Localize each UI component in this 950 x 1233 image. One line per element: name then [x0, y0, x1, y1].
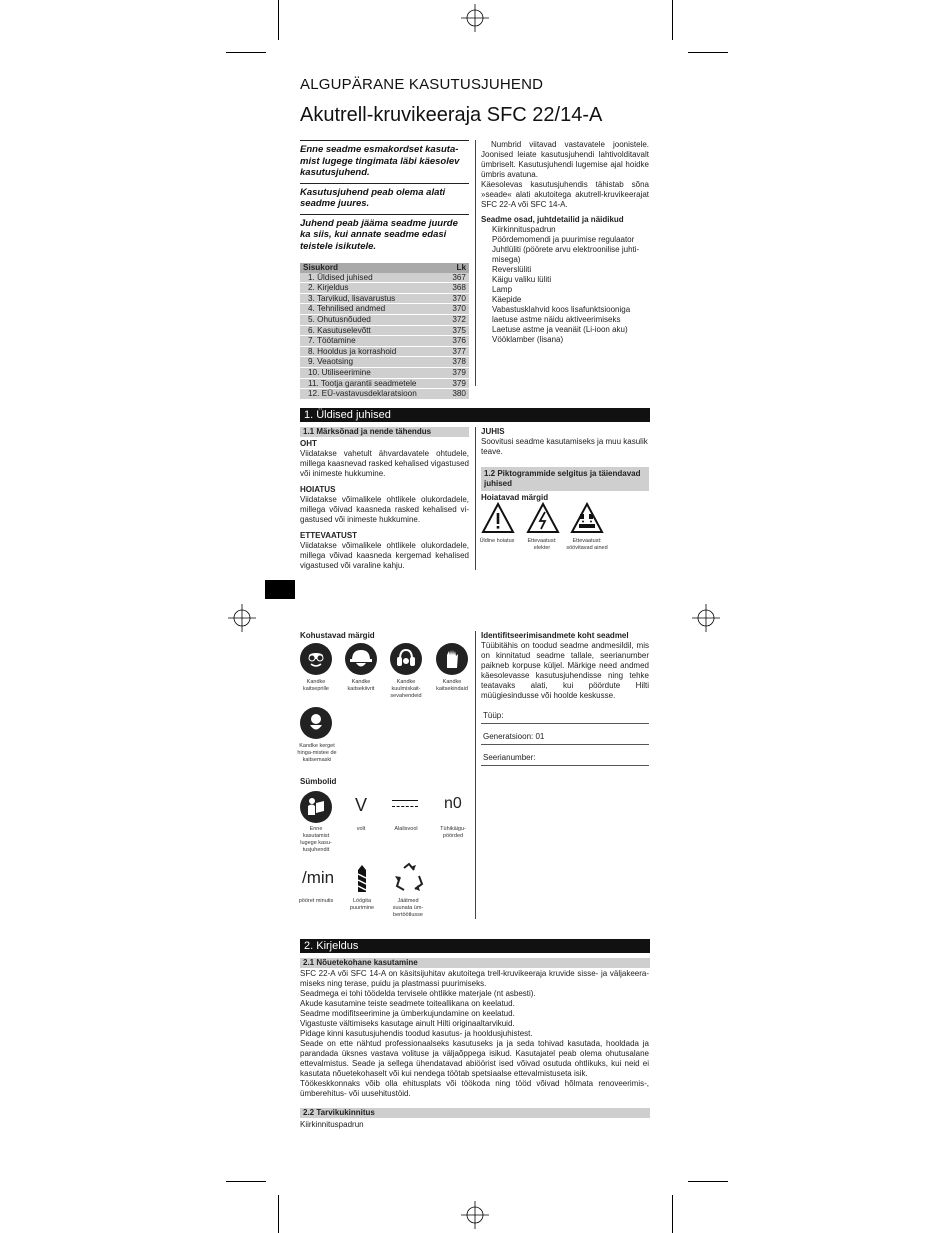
- gloves-icon: [436, 643, 468, 675]
- toc-item-label: 1. Üldised juhised: [308, 272, 373, 282]
- toc-row[interactable]: [300, 389, 469, 400]
- type-field: Tüüp:: [481, 711, 649, 724]
- toc-item-label: 11. Tootja garantii seadmetele: [308, 378, 417, 388]
- warning-signs-heading: Hoiatavad märgid: [481, 493, 549, 502]
- subsection-heading: 2.1 Nõuetekohane kasutamine: [300, 958, 650, 968]
- icon-caption: Kandke kaitsekiivrit: [347, 679, 375, 692]
- body-paragraph: Töökeskkonnaks võib olla ehitusplats või töökoda ning tööd võivad hõlmata renoveerimis-, ümberehitus- või uusehitustöid.: [300, 1079, 649, 1098]
- toc-row[interactable]: [300, 326, 469, 337]
- parts-list-item: Juhtlüliti (pöörete arvu elektroonilise juhti-misega): [492, 245, 640, 264]
- toc-item-label: 4. Tehnilised andmed: [308, 304, 386, 314]
- crop-mark: [688, 1181, 728, 1182]
- volt-icon: V: [355, 795, 368, 815]
- warning-text: Enne seadme esmakordset kasuta-mist lugege tingimata läbi käesolev kasutusjuhend.: [300, 144, 460, 178]
- toc-header-page: Lk: [456, 263, 466, 272]
- intro-column: [481, 140, 649, 345]
- parts-title: Seadme osad, juhtdetailid ja näidikud: [481, 215, 624, 224]
- accessory-text: Kiirkinnituspadrun: [300, 1120, 364, 1129]
- icon-caption: Jäätmed suunata üm-bertöötlusse: [392, 898, 424, 918]
- body-paragraph: Vigastuste vältimiseks kasutage ainult Hilti originaaltarvikuid.: [300, 1019, 515, 1028]
- toc-item-page: 380: [452, 389, 466, 399]
- toc-item-label: 5. Ohutusnõuded: [308, 314, 371, 324]
- signal-word-text: Viidatakse võimalikele ohtlikele olukordadele, millega võivad kaasneda kergemad kehalised vigastused või varaline kahju.: [300, 541, 469, 570]
- intro-paragraph: Numbrid viitavad vastavatele joonistele. Joonised leiate kasutusjuhendi lahtivolditavalt ümbriselt. Kasutusjuhendi lugemise ajal hoidke ümbris avatuna.: [481, 140, 649, 179]
- no-load-speed-glyph: n0: [444, 795, 462, 812]
- toc-item-page: 368: [452, 283, 466, 293]
- direct-current-icon: [392, 800, 418, 807]
- body-paragraph: Seadme modifitseerimine ja ümberkujundamine on keelatud.: [300, 1009, 515, 1018]
- icon-caption: Ettevaatust: söövitavad ained: [566, 538, 608, 551]
- language-tab: [265, 580, 295, 599]
- toc-row[interactable]: [300, 368, 469, 379]
- icon-caption: Alalisvool: [394, 826, 418, 832]
- icon-caption: Üldine hoiatus: [479, 538, 515, 544]
- signal-word-heading: HOIATUS: [300, 485, 336, 494]
- crop-mark: [672, 0, 673, 40]
- toc-item-page: 377: [452, 346, 466, 356]
- toc-item-page: 376: [452, 336, 466, 346]
- electric-warning-icon: [526, 502, 560, 534]
- serial-field: Seerianumber:: [481, 753, 649, 766]
- crop-mark: [278, 0, 279, 40]
- recycle-icon: [392, 862, 426, 894]
- warning-box: [300, 140, 469, 256]
- parts-list-item: Reverslüliti: [492, 265, 532, 274]
- parts-list-item: Käigu valiku lüliti: [492, 275, 552, 284]
- corrosive-warning-icon: [570, 502, 604, 534]
- toc-row[interactable]: [300, 294, 469, 305]
- parts-list-item: Lamp: [492, 285, 513, 294]
- signal-word-text: Viidatakse võimalikele ohtlikele olukordadele, millega võivad kaasneda rasked kehalised vi-gastused või inimeste hukkumine.: [300, 495, 469, 524]
- warning-text: Kasutusjuhend peab olema alati seadme juures.: [300, 186, 446, 209]
- parts-list-item: Vabastusklahvid koos lisafunktsiooniga laetuse astme näidu aktiveerimiseks: [492, 305, 631, 324]
- column-divider: [475, 140, 476, 386]
- hard-hat-icon: [345, 643, 377, 675]
- subsection-heading: 1.1 Märksõnad ja nende tähendus: [300, 427, 469, 437]
- parts-list-item: Käepide: [492, 295, 522, 304]
- intro-paragraph: Käesolevas kasutusjuhendis tähistab sõna »seade« alati akutoitega akutrell-kruvikeerajat SFC 22-A või SFC 14-A.: [481, 180, 649, 209]
- identification-block: [481, 631, 649, 766]
- column-divider: [475, 427, 476, 570]
- toc-item-page: 378: [452, 357, 466, 367]
- parts-list-item: Vööklamber (lisana): [492, 335, 564, 344]
- no-load-speed-icon: [444, 795, 462, 813]
- mandatory-signs-heading: Kohustavad märgid: [300, 631, 375, 640]
- toc-row[interactable]: [300, 357, 469, 368]
- document-kicker: ALGUPÄRANE KASUTUSJUHEND: [300, 76, 544, 93]
- registration-mark-icon: [692, 604, 720, 632]
- icon-caption: Kandke kuulmiskait-sevahendeid: [390, 679, 422, 699]
- signal-word-heading: OHT: [300, 439, 317, 448]
- signal-word-heading: JUHIS: [481, 427, 505, 436]
- crop-mark: [226, 1181, 266, 1182]
- toc-item-label: 3. Tarvikud, lisavarustus: [308, 293, 396, 303]
- body-paragraph: Akude kasutamine teiste seadmete toiteallikana on keelatud.: [300, 999, 515, 1008]
- section2-body: [300, 969, 649, 1099]
- symbols-heading: Sümbolid: [300, 777, 337, 786]
- subsection-heading: 1.2 Piktogrammide selgitus ja täiendavad juhised: [481, 467, 649, 491]
- warning-text: Juhend peab jääma seadme juurde ka siis, kui annate seadme edasi teistele isikutele.: [300, 217, 458, 252]
- toc-item-label: 6. Kasutuselevõtt: [308, 325, 371, 335]
- icon-caption: Kandke kaitsekindaid: [436, 679, 468, 692]
- icon-caption: Löögita puurimine: [349, 898, 375, 911]
- general-warning-icon: [481, 502, 515, 534]
- toc-item-page: 372: [452, 314, 466, 324]
- subsection-heading: 2.2 Tarvikukinnitus: [300, 1108, 650, 1118]
- read-manual-icon: [300, 791, 332, 823]
- generation-field: Generatsioon: 01: [481, 732, 649, 745]
- crop-mark: [688, 52, 728, 53]
- column-divider: [475, 631, 476, 919]
- icon-caption: Tühikäigu-pöörded: [440, 826, 466, 839]
- section-heading: 1. Üldised juhised: [300, 408, 650, 422]
- parts-list-item: Kiirkinnituspadrun: [492, 225, 556, 234]
- toc-item-page: 375: [452, 325, 466, 335]
- ear-protection-icon: [390, 643, 422, 675]
- rpm-icon: /min: [302, 868, 335, 887]
- toc-item-label: 12. EÜ-vastavusdeklaratsioon: [308, 389, 417, 399]
- icon-caption: volt: [356, 826, 366, 832]
- crop-mark: [278, 1195, 279, 1233]
- body-paragraph: SFC 22-A või SFC 14-A on käsitsijuhitav akutoitega trell-kruvikeeraja kruvide sisse- ja väljakeera-miseks ning terase, puidu ja plastmassi puurimiseks.: [300, 969, 649, 988]
- toc-row[interactable]: [300, 315, 469, 326]
- icon-caption: Kandke kerget hinga-mistee de kaitsemaski: [297, 743, 337, 763]
- crop-mark: [672, 1195, 673, 1233]
- toc-row[interactable]: [300, 283, 469, 294]
- toc-item-page: 370: [452, 304, 466, 314]
- crop-mark: [226, 52, 266, 53]
- parts-list-item: Pöördemomendi ja puurimise regulaator: [492, 235, 635, 244]
- toc-header: [300, 263, 469, 273]
- signal-word-text: Soovitusi seadme kasutamiseks ja muu kasulik teave.: [481, 437, 648, 456]
- signal-word-heading: ETTEVAATUST: [300, 531, 358, 540]
- signal-word-text: Viidatakse vahetult ähvardavatele ohtudele, millega kaasnevad rasked kehalised vigastused või inimeste hukkumine.: [300, 449, 469, 478]
- toc-row[interactable]: [300, 304, 469, 315]
- body-paragraph: Seadmega ei tohi töödelda tervisele ohtlikke materjale (nt asbesti).: [300, 989, 536, 998]
- parts-list-item: Laetuse astme ja veanäit (Li-ioon aku): [492, 325, 628, 334]
- toc-item-label: 7. Töötamine: [308, 336, 356, 346]
- registration-mark-icon: [461, 4, 489, 32]
- dust-mask-icon: [300, 707, 332, 739]
- safety-glasses-icon: [300, 643, 332, 675]
- toc-item-page: 379: [452, 367, 466, 377]
- toc-item-page: 370: [452, 293, 466, 303]
- section1-right-column: [481, 427, 649, 503]
- toc-item-page: 367: [452, 272, 466, 282]
- toc-row[interactable]: [300, 347, 469, 358]
- section-heading: 2. Kirjeldus: [300, 939, 650, 953]
- toc-row[interactable]: [300, 273, 469, 284]
- body-paragraph: Seade on ette nähtud professionaalseks kasutuseks ja ja seda tohivad kasutada, hooldada ja parandada üksnes vastava volituse ja väljaõppega isikud. Kasutajatel peab olema ohutusalane ettevalmistus. Seade ja sellega ühendatavad abiöörist ised võivad osutuda ohtlikuks, kui neid ei kasutata nõuetekohaselt või kui nendega töötab spetsiaalse ettevalmistuseta isik.: [300, 1039, 649, 1078]
- toc-item-label: 10. Utiliseerimine: [308, 367, 371, 377]
- icon-caption: Enne kasutamist lugege kasu-tusjuhendit: [300, 826, 332, 853]
- icon-caption: pööret minutis: [298, 898, 334, 904]
- toc-row[interactable]: [300, 336, 469, 347]
- toc-item-label: 9. Veaotsing: [308, 357, 354, 367]
- identification-title: Identifitseerimisandmete koht seadmel: [481, 631, 629, 640]
- toc-row[interactable]: [300, 379, 469, 390]
- registration-mark-icon: [461, 1201, 489, 1229]
- body-paragraph: Pidage kinni kasutusjuhendis toodud kasutus- ja hooldusjuhistest.: [300, 1029, 533, 1038]
- section1-left-column: [300, 427, 469, 571]
- toc-item-label: 2. Kirjeldus: [308, 283, 349, 293]
- toc-item-label: 8. Hooldus ja korrashoid: [308, 346, 397, 356]
- toc-header-label: Sisukord: [303, 263, 339, 272]
- table-of-contents: [300, 263, 469, 400]
- icon-caption: Ettevaatust: elekter: [527, 538, 557, 551]
- page-title: Akutrell-kruvikeeraja SFC 22/14-A: [300, 104, 603, 126]
- identification-text: Tüübitähis on toodud seadme andmesildil, mis on kinnitatud seadme tallale, seerianumber paikneb korpuse küljel. Märkige need andmed käesolevasse kasutusjuhendisse ning tehke teatavaks alati, kui pöördute Hilti müügiesindusse või hoolde keskusse.: [481, 641, 649, 700]
- toc-item-page: 379: [452, 378, 466, 388]
- icon-caption: Kandke kaitseprille: [303, 679, 329, 692]
- impact-drilling-icon: [355, 864, 369, 894]
- registration-mark-icon: [228, 604, 256, 632]
